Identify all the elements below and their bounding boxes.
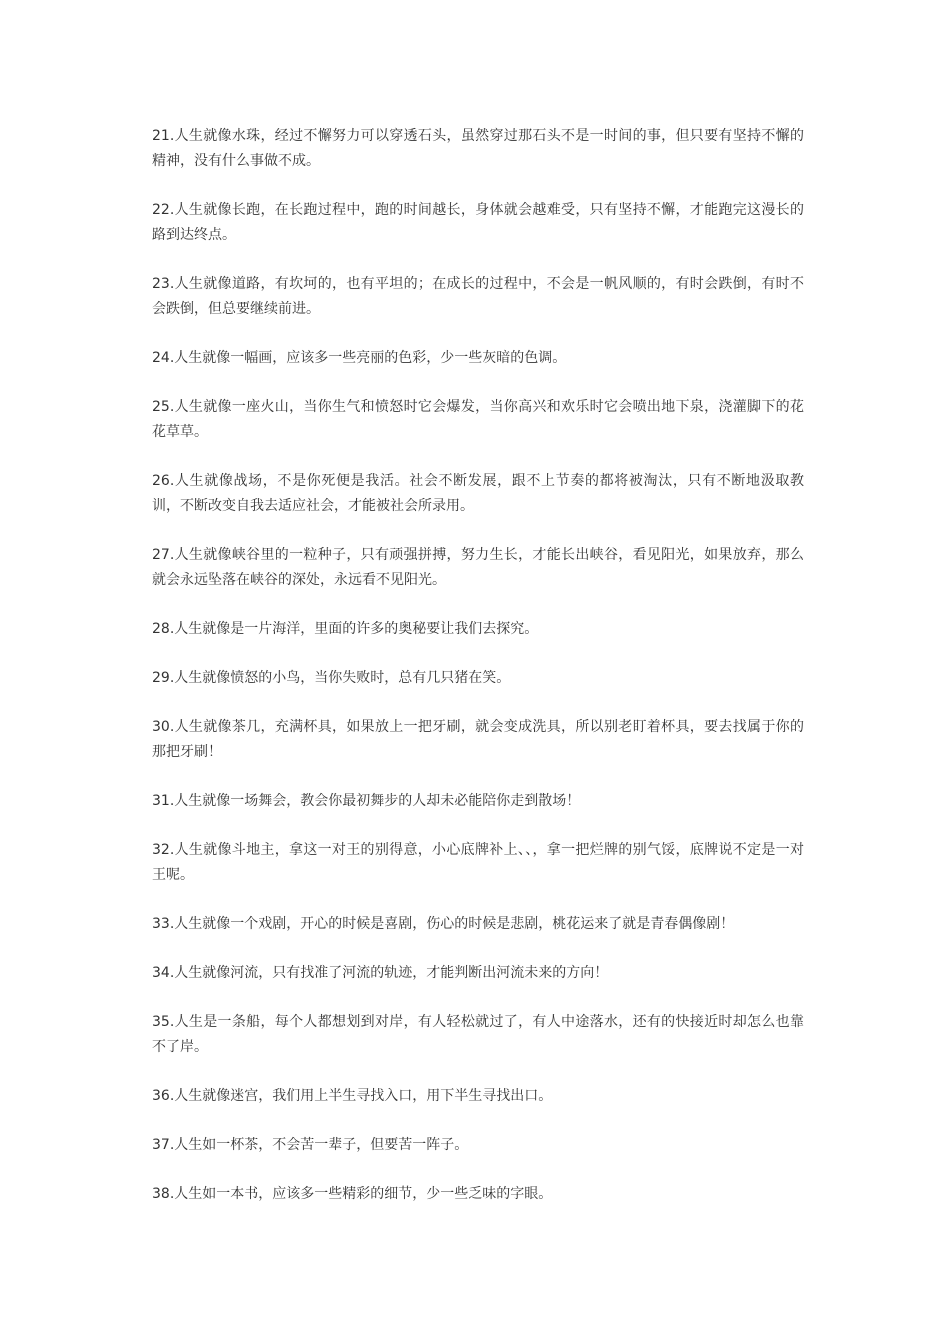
paragraph-28: 28.人生就像是一片海洋，里面的许多的奥秘要让我们去探究。 [152, 621, 539, 637]
paragraph-26: 26.人生就像战场，不是你死便是我活。社会不断发展，跟不上节奏的都将被淘汰，只有不断地汲取教训，不断改变自我去适应社会，才能被社会所录用。 [152, 473, 804, 514]
paragraph-38: 38.人生如一本书，应该多一些精彩的细节，少一些乏味的字眼。 [152, 1186, 553, 1202]
paragraph-25: 25.人生就像一座火山，当你生气和愤怒时它会爆发，当你高兴和欢乐时它会喷出地下泉，浇灌脚下的花花草草。 [152, 399, 804, 440]
paragraph-35: 35.人生是一条船，每个人都想划到对岸，有人轻松就过了，有人中途落水，还有的快接近时却怎么也靠不了岸。 [152, 1014, 804, 1055]
paragraph-22: 22.人生就像长跑，在长跑过程中，跑的时间越长，身体就会越难受，只有坚持不懈，才能跑完这漫长的路到达终点。 [152, 202, 804, 243]
paragraph-27: 27.人生就像峡谷里的一粒种子，只有顽强拼搏，努力生长，才能长出峡谷，看见阳光，如果放弃，那么就会永远坠落在峡谷的深处，永远看不见阳光。 [152, 547, 804, 588]
paragraph-29: 29.人生就像愤怒的小鸟，当你失败时，总有几只猪在笑。 [152, 670, 511, 686]
paragraph-36: 36.人生就像迷宫，我们用上半生寻找入口，用下半生寻找出口。 [152, 1088, 553, 1104]
paragraph-31: 31.人生就像一场舞会，教会你最初舞步的人却未必能陪你走到散场！ [152, 793, 581, 809]
paragraph-21: 21.人生就像水珠，经过不懈努力可以穿透石头，虽然穿过那石头不是一时间的事，但只要有坚持不懈的精神，没有什么事做不成。 [152, 128, 804, 169]
paragraph-23: 23.人生就像道路，有坎坷的，也有平坦的；在成长的过程中，不会是一帆风顺的，有时会跌倒，有时不会跌倒，但总要继续前进。 [152, 276, 804, 317]
paragraph-37: 37.人生如一杯茶，不会苦一辈子，但要苦一阵子。 [152, 1137, 469, 1153]
paragraph-32: 32.人生就像斗地主，拿这一对王的别得意，小心底牌补上、、，拿一把烂牌的别气馁，底牌说不定是一对王呢。 [152, 842, 804, 883]
document-body [152, 124, 804, 1231]
paragraph-24: 24.人生就像一幅画，应该多一些亮丽的色彩，少一些灰暗的色调。 [152, 350, 567, 366]
paragraph-33: 33.人生就像一个戏剧，开心的时候是喜剧，伤心的时候是悲剧，桃花运来了就是青春偶像剧！ [152, 916, 735, 932]
paragraph-34: 34.人生就像河流，只有找准了河流的轨迹，才能判断出河流未来的方向！ [152, 965, 609, 981]
paragraph-30: 30.人生就像茶几，充满杯具，如果放上一把牙刷，就会变成洗具，所以别老盯着杯具，要去找属于你的那把牙刷！ [152, 719, 804, 760]
